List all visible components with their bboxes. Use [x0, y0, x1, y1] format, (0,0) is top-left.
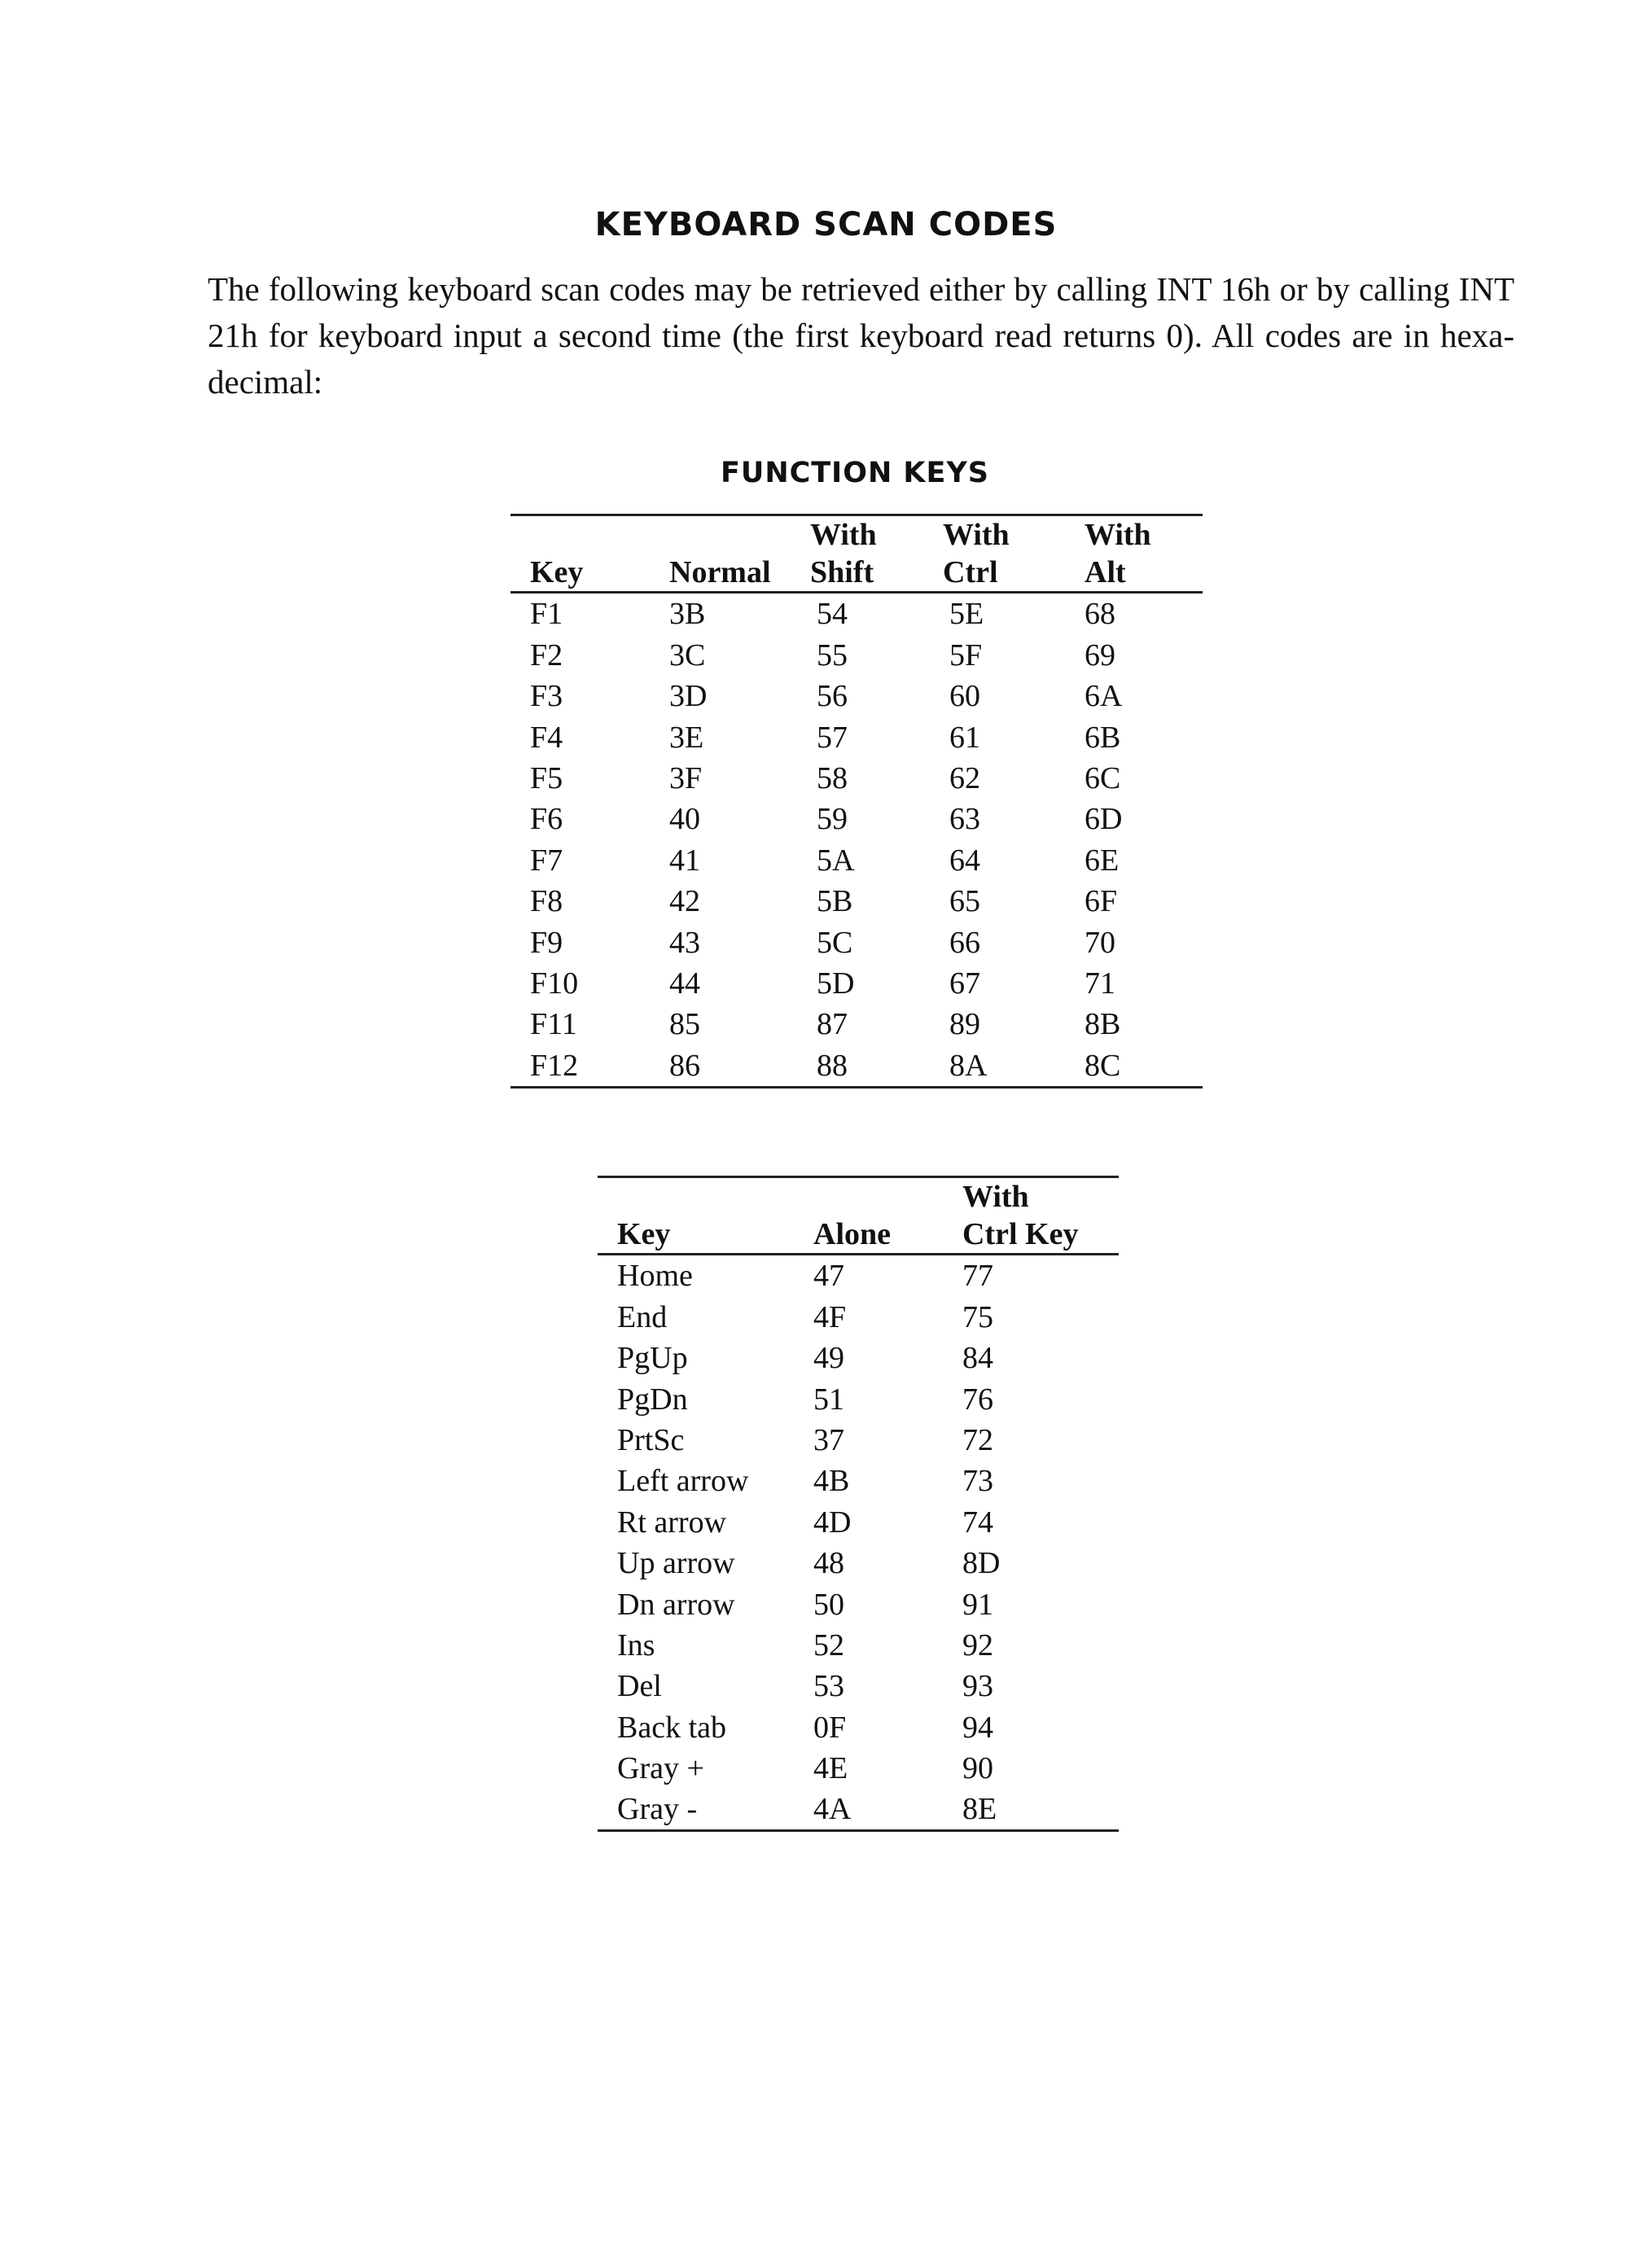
table-row [510, 634, 1203, 675]
header-cell: With [810, 515, 943, 554]
table-row [598, 1748, 1119, 1789]
table-cell: 50 [813, 1587, 844, 1622]
header-cell: Key [510, 554, 669, 593]
table-cell: 8C [1085, 1045, 1203, 1087]
table-cell: 3B [669, 597, 706, 632]
header-cell [813, 1177, 962, 1216]
table-cell: 90 [962, 1751, 993, 1786]
header-cell: Shift [810, 554, 943, 593]
table-cell: 84 [962, 1341, 993, 1376]
table-cell: 68 [1085, 597, 1115, 632]
header-cell: Key [598, 1216, 813, 1255]
table-cell: 4E [813, 1751, 848, 1786]
table-cell: 87 [817, 1007, 848, 1042]
table-cell: 91 [962, 1587, 993, 1622]
table-row [510, 963, 1203, 1004]
table-cell: F8 [530, 884, 563, 919]
table-row [598, 1543, 1119, 1584]
table-cell: 6E [1085, 843, 1120, 878]
table-cell: 86 [669, 1045, 810, 1087]
table-cell: Home [617, 1259, 693, 1294]
table-row [598, 1378, 1119, 1419]
table-cell: Del [617, 1669, 662, 1704]
table-row [510, 1004, 1203, 1045]
header-cell: Ctrl Key [962, 1216, 1119, 1255]
table-cell: 6B [1085, 720, 1121, 755]
table-cell: 55 [817, 637, 848, 672]
table-cell: 73 [962, 1464, 993, 1499]
table-cell: 56 [817, 679, 848, 714]
table-cell: 4D [813, 1505, 852, 1540]
table-cell: 47 [813, 1259, 844, 1294]
table-cell: 5A [817, 843, 855, 878]
table-row [598, 1420, 1119, 1461]
table-cell: 59 [817, 802, 848, 837]
table-cell: Gray - [598, 1789, 813, 1831]
header-cell [510, 515, 669, 554]
page-title: KEYBOARD SCAN CODES [594, 206, 1058, 243]
table-row [598, 1584, 1119, 1624]
table-cell: 94 [962, 1710, 993, 1745]
table-cell: Left arrow [617, 1464, 749, 1499]
table-row [510, 922, 1203, 962]
table-cell: F1 [530, 597, 563, 632]
table-cell: 85 [669, 1007, 700, 1042]
table-cell: Dn arrow [617, 1587, 735, 1622]
table-cell: 41 [669, 843, 700, 878]
table-cell: 6F [1085, 884, 1118, 919]
table-cell: 49 [813, 1341, 844, 1376]
table-cell: 51 [813, 1382, 844, 1417]
table-cell: 43 [669, 925, 700, 960]
table-cell: Rt arrow [617, 1505, 727, 1540]
header-cell: Normal [669, 554, 810, 593]
table-cell: F4 [530, 720, 563, 755]
table-cell: 3D [669, 679, 708, 714]
table-cell: 72 [962, 1422, 993, 1457]
table-cell: 57 [817, 720, 848, 755]
table-cell: F9 [530, 925, 563, 960]
header-cell: Ctrl [943, 554, 1085, 593]
table-row [510, 676, 1203, 716]
table-row [510, 716, 1203, 757]
table-cell: 5D [817, 966, 855, 1001]
table-row [598, 1501, 1119, 1542]
table-cell: F12 [510, 1045, 669, 1087]
intro-paragraph: The following keyboard scan codes may be retrieved either by calling INT 16h or by calling INT 21h for keyboard input a second time (the first keyboard read returns 0). All codes are in hexa-decimal: [208, 270, 1514, 401]
table-cell: 62 [949, 760, 980, 795]
table-cell: 52 [813, 1627, 844, 1662]
table-cell: F2 [530, 637, 563, 672]
table-cell: PgDn [617, 1382, 688, 1417]
table-row [598, 1296, 1119, 1337]
table-row [510, 839, 1203, 880]
table-cell: 65 [949, 884, 980, 919]
table-cell: F7 [530, 843, 563, 878]
table-cell: Back tab [617, 1710, 727, 1745]
table-row [598, 1461, 1119, 1501]
table-cell: F10 [530, 966, 579, 1001]
table-cell: 58 [817, 760, 848, 795]
table-cell: 71 [1085, 966, 1115, 1001]
table-row [598, 1706, 1119, 1747]
table-cell: 6D [1085, 802, 1123, 837]
table-cell: 74 [962, 1505, 993, 1540]
table-cell: 77 [962, 1259, 993, 1294]
table-cell: 67 [949, 966, 980, 1001]
table-cell: 8E [962, 1789, 1119, 1831]
table-cell: 53 [813, 1669, 844, 1704]
function-keys-table [510, 514, 1203, 1089]
table-cell: 5C [817, 925, 853, 960]
table-cell: 44 [669, 966, 700, 1001]
table-cell: 3C [669, 637, 706, 672]
table-cell: 70 [1085, 925, 1115, 960]
table-cell: F11 [530, 1007, 577, 1042]
table-row [598, 1338, 1119, 1378]
table-cell: 54 [817, 597, 848, 632]
header-cell: With [943, 515, 1085, 554]
table-cell: F3 [530, 679, 563, 714]
table-cell: 75 [962, 1299, 993, 1334]
table-row [598, 1789, 1119, 1831]
table-cell: 64 [949, 843, 980, 878]
header-cell [669, 515, 810, 554]
table-cell: Ins [617, 1627, 655, 1662]
table-row [510, 1045, 1203, 1087]
table-cell: 5F [949, 637, 983, 672]
table-cell: 0F [813, 1710, 847, 1745]
table-row [510, 758, 1203, 799]
table-cell: 93 [962, 1669, 993, 1704]
table-cell: 6A [1085, 679, 1123, 714]
table-cell: Up arrow [617, 1546, 735, 1581]
header-cell: Alone [813, 1216, 962, 1255]
table-cell: 37 [813, 1422, 844, 1457]
table-row [510, 593, 1203, 635]
table-cell: 8D [962, 1546, 1001, 1581]
table-cell: 60 [949, 679, 980, 714]
table-cell: 69 [1085, 637, 1115, 672]
table-cell: 63 [949, 802, 980, 837]
table-cell: 66 [949, 925, 980, 960]
table-cell: 92 [962, 1627, 993, 1662]
table-row [598, 1255, 1119, 1297]
table-cell: 4A [813, 1789, 962, 1831]
table-cell: 40 [669, 802, 700, 837]
table-cell: F5 [530, 760, 563, 795]
header-cell [598, 1177, 813, 1216]
table-cell: 88 [810, 1045, 943, 1087]
table-cell: 89 [949, 1007, 980, 1042]
table-cell: Gray + [617, 1751, 704, 1786]
header-cell: Alt [1085, 554, 1203, 593]
table-cell: 3E [669, 720, 704, 755]
table-cell: 5B [817, 884, 853, 919]
table-cell: 3F [669, 760, 703, 795]
table-cell: 5E [949, 597, 984, 632]
table-cell: 4B [813, 1464, 850, 1499]
header-cell: With [962, 1177, 1119, 1216]
table-row [598, 1666, 1119, 1706]
table-cell: PgUp [617, 1341, 688, 1376]
table-cell: 8B [1085, 1007, 1121, 1042]
table-cell: 4F [813, 1299, 847, 1334]
table-row [510, 881, 1203, 922]
table-cell: 6C [1085, 760, 1121, 795]
function-keys-title: FUNCTION KEYS [720, 457, 990, 489]
table-cell: 48 [813, 1546, 844, 1581]
table-cell: 76 [962, 1382, 993, 1417]
table-row [598, 1625, 1119, 1666]
cursor-keys-table [598, 1176, 1119, 1832]
table-cell: F6 [530, 802, 563, 837]
header-cell: With [1085, 515, 1203, 554]
table-row [510, 799, 1203, 839]
table-cell: 61 [949, 720, 980, 755]
table-cell: PrtSc [617, 1422, 685, 1457]
table-cell: 42 [669, 884, 700, 919]
table-cell: 8A [943, 1045, 1085, 1087]
table-cell: End [617, 1299, 668, 1334]
